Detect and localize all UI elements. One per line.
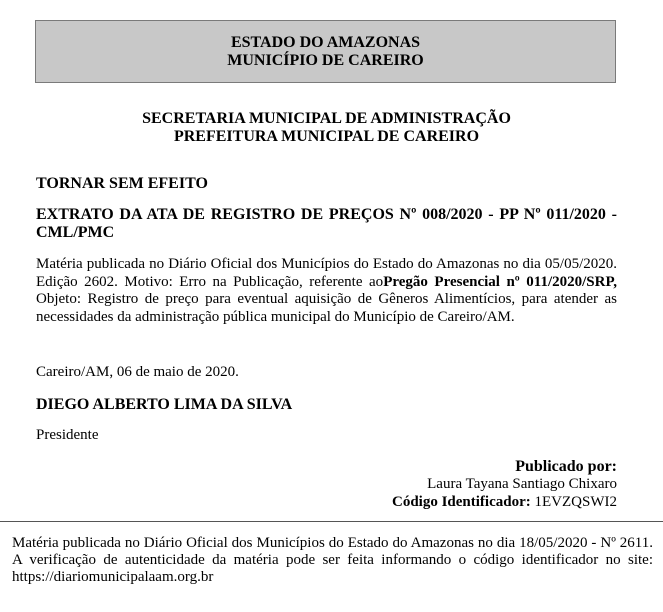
notice-title: TORNAR SEM EFEITO (36, 175, 208, 192)
identifier-label: Código Identificador: (392, 493, 531, 510)
publication-block (36, 458, 617, 511)
state-header-box (35, 20, 616, 83)
notice-body-part1: Matéria publicada no Diário Oficial dos Municípios do Estado do Amazonas no dia 05/05/2020. Edição 2602. Motivo: Erro na Publicação, referente ao (36, 256, 617, 290)
municipality-name: MUNICÍPIO DE CAREIRO (227, 52, 424, 69)
identifier-code: 1EVZQSWI2 (534, 493, 617, 510)
notice-body (36, 256, 617, 326)
prefecture-name: PREFEITURA MUNICIPAL DE CAREIRO (173, 128, 480, 145)
signer-name: DIEGO ALBERTO LIMA DA SILVA (36, 396, 293, 413)
footer-divider (0, 521, 663, 522)
place-date: Careiro/AM, 06 de maio de 2020. (36, 364, 239, 380)
publisher-name: Laura Tayana Santiago Chixaro (427, 476, 617, 492)
extract-title: EXTRATO DA ATA DE REGISTRO DE PREÇOS Nº 008/2020 - PP Nº 011/2020 - CML/PMC (36, 206, 617, 241)
notice-body-bold: Pregão Presencial nº 011/2020/SRP, (383, 273, 617, 290)
footer-note: Matéria publicada no Diário Oficial dos Municípios do Estado do Amazonas no dia 18/05/2020 - Nº 2611. A verificação de autenticidade da matéria pode ser feita informando o código identificador no site: https://diariomunicipalaam.org.br (12, 535, 653, 585)
published-by-label: Publicado por: (515, 458, 617, 475)
identifier-line (36, 494, 617, 512)
state-name: ESTADO DO AMAZONAS (230, 34, 421, 51)
secretariat-name: SECRETARIA MUNICIPAL DE ADMINISTRAÇÃO (142, 110, 511, 127)
signer-role: Presidente (36, 427, 99, 443)
notice-body-part2: Objeto: Registro de preço para eventual aquisição de Gêneros Alimentícios, para atender as necessidades da administração pública municipal do Município de Careiro/AM. (36, 291, 617, 325)
secretariat-heading (35, 110, 618, 146)
